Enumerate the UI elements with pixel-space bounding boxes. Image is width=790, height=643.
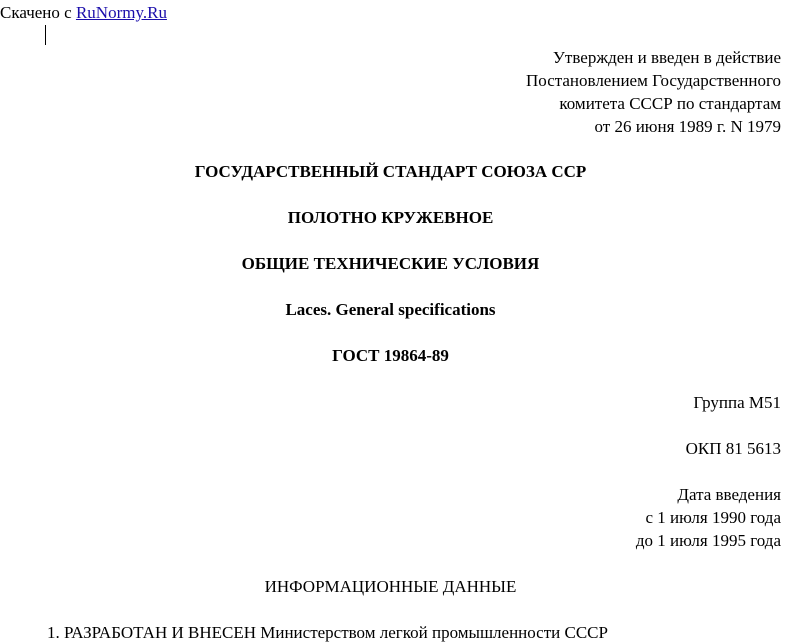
document-subtitle: ОБЩИЕ ТЕХНИЧЕСКИЕ УСЛОВИЯ [241, 254, 540, 273]
gost-code: ГОСТ 19864-89 [332, 346, 449, 365]
standard-heading: ГОСУДАРСТВЕННЫЙ СТАНДАРТ СОЮЗА ССР [194, 162, 587, 181]
okp-code: ОКП 81 5613 [685, 439, 781, 458]
document-title: ПОЛОТНО КРУЖЕВНОЕ [287, 208, 494, 227]
approval-line-3: комитета СССР по стандартам [559, 94, 781, 113]
runormy-link[interactable]: RuNormy.Ru [75, 3, 167, 22]
text-cursor [45, 25, 46, 45]
effective-date-label: Дата введения [677, 485, 781, 504]
effective-date-from: с 1 июля 1990 года [645, 508, 781, 527]
info-item-1: 1. РАЗРАБОТАН И ВНЕСЕН Министерством легкой промышленности СССР [47, 623, 608, 642]
download-source-line [0, 3, 167, 23]
info-heading: ИНФОРМАЦИОННЫЕ ДАННЫЕ [264, 577, 517, 596]
english-title: Laces. General specifications [285, 300, 496, 319]
group-code: Группа М51 [693, 393, 781, 412]
download-source-prefix: Скачено с [0, 3, 72, 22]
approval-line-4: от 26 июня 1989 г. N 1979 [594, 117, 781, 136]
approval-line-2: Постановлением Государственного [526, 71, 781, 90]
effective-date-to: до 1 июля 1995 года [635, 531, 781, 550]
approval-line-1: Утвержден и введен в действие [552, 48, 781, 67]
